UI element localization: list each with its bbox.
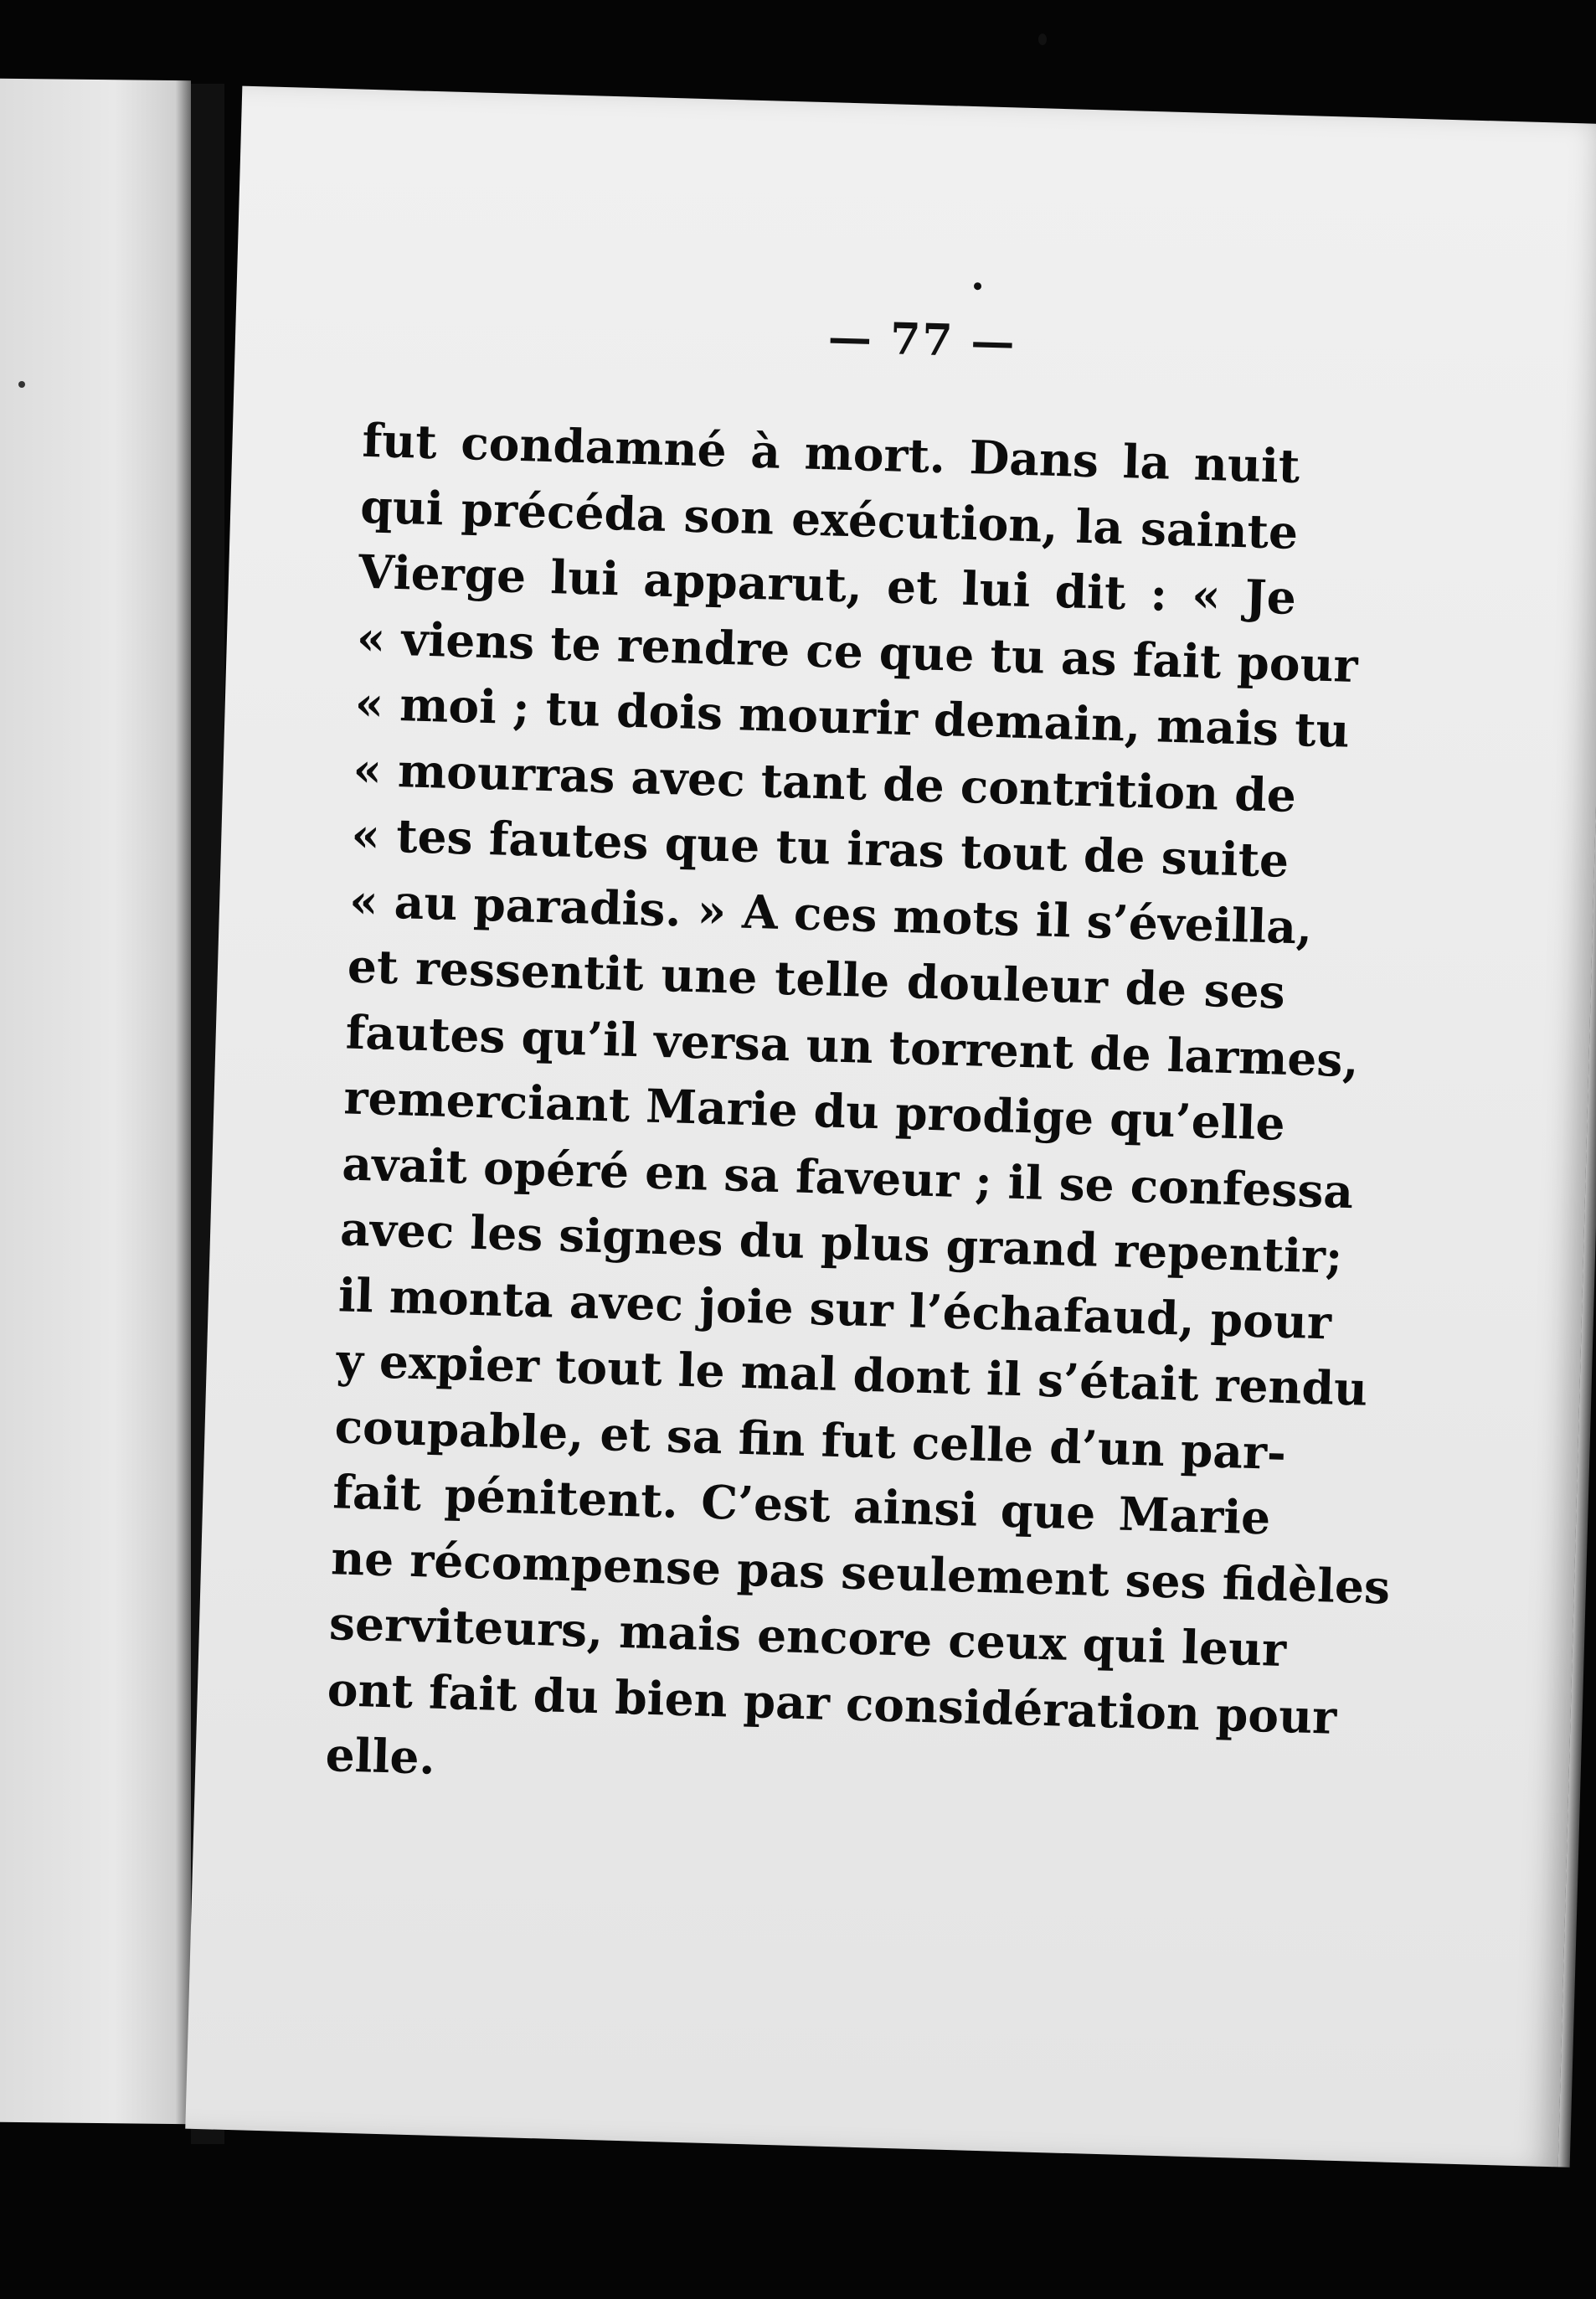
text-line: fait pénitent. C’est ainsi que Marie [332,1464,1272,1545]
scan-speck [974,282,981,290]
left-facing-page [0,79,191,2124]
text-line: fut condamné à mort. Dans la nuit [361,412,1301,494]
book-page [185,86,1596,2168]
text-line: « viens te rendre ce que tu as fait pour [356,610,1359,693]
page-number: — 77 — [827,312,1017,369]
text-line: y expier tout le mal dont il s’était rendu [336,1332,1368,1416]
text-line: ne récompense pas seulement ses fidèles [330,1529,1391,1615]
text-line: avec les signes du plus grand repentir; [339,1201,1344,1284]
body-text [324,408,1391,1814]
text-line: elle. [324,1727,436,1785]
text-line: « tes fautes que tu iras tout de suite [350,807,1290,888]
text-line: « mourras avec tant de contrition de [352,741,1297,822]
text-line: « moi ; tu dois mourir demain, mais tu [353,675,1351,758]
text-line: il monta avec joie sur l’échafaud, pour [337,1266,1332,1349]
scan-speck [18,381,25,388]
text-line: « au paradis. » A ces mots il s’éveilla, [348,873,1314,955]
text-line: avait opéré en sa faveur ; il se confessa [341,1135,1355,1219]
text-line: remerciant Marie du prodige qu’elle [342,1070,1286,1151]
text-line: Vierge lui apparut, et lui dit : « Je [358,544,1297,625]
text-line: ont fait du bien par considération pour [327,1661,1338,1745]
page-edge [1558,124,1596,2167]
text-line: coupable, et sa fin fut celle d’un par- [333,1398,1287,1480]
text-line: et ressentit une telle douleur de ses [347,938,1286,1019]
text-line: qui précéda son exécution, la sainte [359,478,1299,559]
text-line: fautes qu’il versa un torrent de larmes, [345,1003,1360,1087]
text-line: serviteurs, mais encore ceux qui leur [328,1595,1287,1678]
scan-speck [1038,34,1047,45]
